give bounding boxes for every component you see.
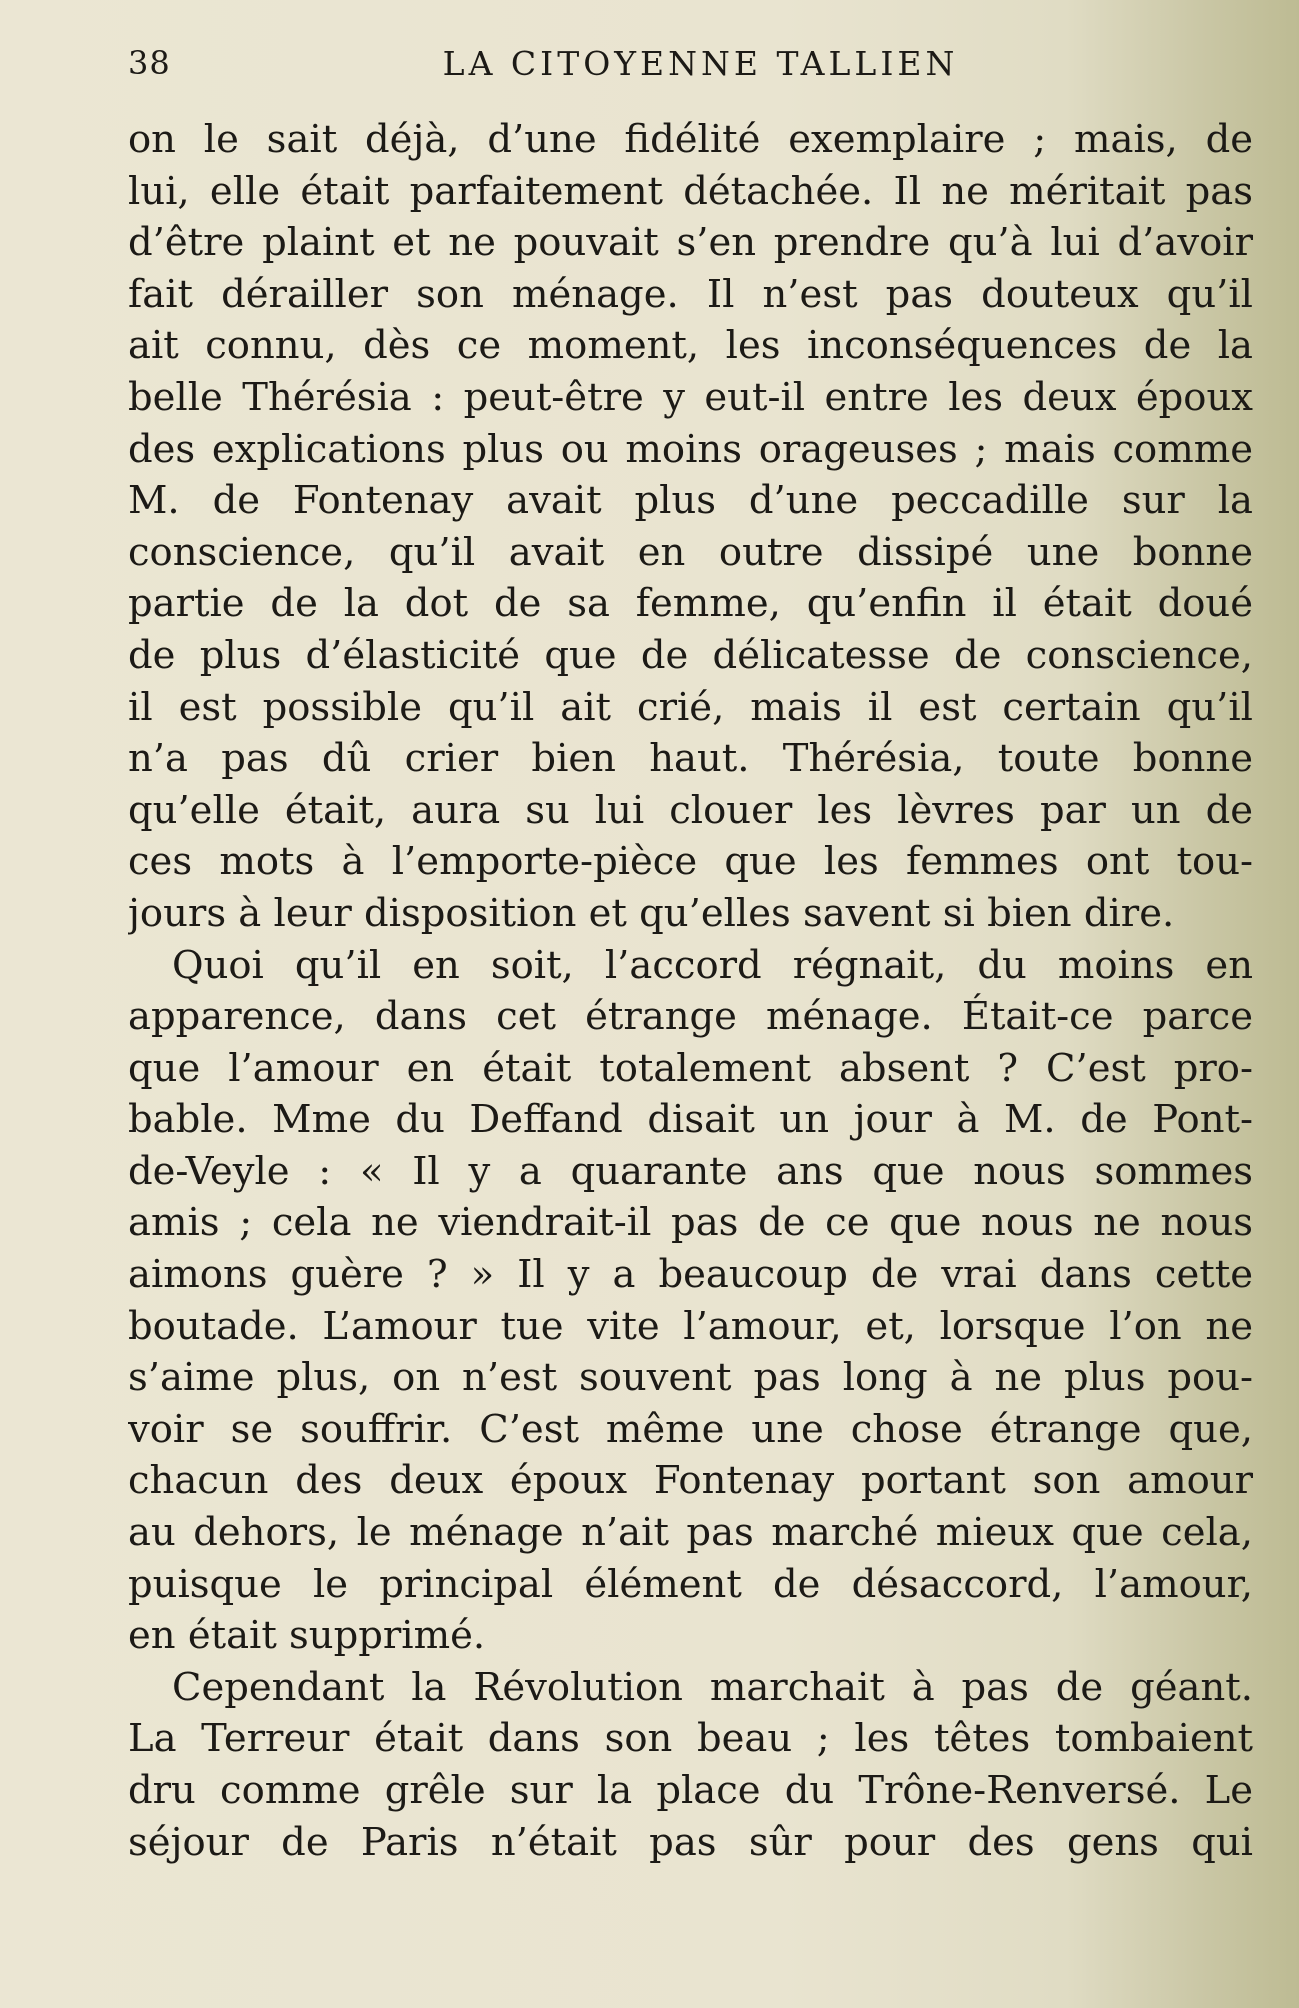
- text-line: conscience, qu’il avait en outre dissipé une bonne: [128, 529, 1253, 575]
- text-line: dru comme grêle sur la place du Trône-Renversé. Le: [128, 1768, 1253, 1813]
- text-line: on le sait déjà, d’une fidélité exemplaire ; mais, de: [128, 117, 1253, 162]
- page-number: 38: [128, 44, 171, 82]
- text-line: puisque le principal élément de désaccord, l’amour,: [128, 1561, 1253, 1607]
- text-line: chacun des deux époux Fontenay portant son amour: [128, 1458, 1253, 1504]
- text-line: ces mots à l’emporte-pièce que les femmes ont tou-: [128, 839, 1253, 885]
- text-line: qu’elle était, aura su lui clouer les lèvres par un de: [128, 787, 1253, 833]
- text-line: boutade. L’amour tue vite l’amour, et, lorsque l’on ne: [128, 1303, 1253, 1349]
- paragraph-start-line: Cependant la Révolution marchait à pas de géant.: [172, 1664, 1253, 1710]
- text-line: de-Veyle : « Il y a quarante ans que nous sommes: [128, 1148, 1253, 1194]
- running-title: LA CITOYENNE TALLIEN: [442, 44, 959, 83]
- body-text: [128, 114, 1253, 1868]
- text-line: en était supprimé.: [128, 1613, 486, 1659]
- text-line: M. de Fontenay avait plus d’une peccadille sur la: [128, 478, 1253, 524]
- text-line: d’être plaint et ne pouvait s’en prendre qu’à lui d’avoir: [128, 220, 1253, 266]
- text-line: apparence, dans cet étrange ménage. Était-ce parce: [128, 994, 1253, 1040]
- text-line: il est possible qu’il ait crié, mais il est certain qu’il: [128, 684, 1253, 730]
- text-line: voir se souffrir. C’est même une chose étrange que,: [128, 1406, 1253, 1452]
- text-line: s’aime plus, on n’est souvent pas long à ne plus pou-: [128, 1355, 1253, 1401]
- page-header: [128, 44, 1253, 94]
- text-line: n’a pas dû crier bien haut. Thérésia, toute bonne: [128, 736, 1253, 782]
- text-line: séjour de Paris n’était pas sûr pour des gens qui: [128, 1819, 1253, 1865]
- paragraph-start-line: Quoi qu’il en soit, l’accord régnait, du moins en: [172, 942, 1253, 988]
- text-line: belle Thérésia : peut-être y eut-il entre les deux époux: [128, 374, 1253, 420]
- text-line: des explications plus ou moins orageuses ; mais comme: [128, 426, 1253, 472]
- text-line: de plus d’élasticité que de délicatesse de conscience,: [128, 632, 1253, 678]
- text-line: amis ; cela ne viendrait-il pas de ce que nous ne nous: [128, 1200, 1253, 1246]
- text-line: que l’amour en était totalement absent ? C’est pro-: [128, 1045, 1253, 1091]
- text-line: La Terreur était dans son beau ; les têtes tombaient: [128, 1716, 1253, 1762]
- text-line: lui, elle était parfaitement détachée. Il ne méritait pas: [128, 168, 1253, 214]
- text-line: ait connu, dès ce moment, les inconséquences de la: [128, 323, 1253, 369]
- text-line: au dehors, le ménage n’ait pas marché mieux que cela,: [128, 1510, 1253, 1556]
- text-line: partie de la dot de sa femme, qu’enfin il était doué: [128, 581, 1253, 627]
- text-line: bable. Mme du Deffand disait un jour à M. de Pont-: [128, 1097, 1253, 1143]
- text-line: fait dérailler son ménage. Il n’est pas douteux qu’il: [128, 271, 1253, 317]
- text-line: aimons guère ? » Il y a beaucoup de vrai dans cette: [128, 1252, 1253, 1298]
- text-line: jours à leur disposition et qu’elles savent si bien dire.: [128, 890, 1175, 936]
